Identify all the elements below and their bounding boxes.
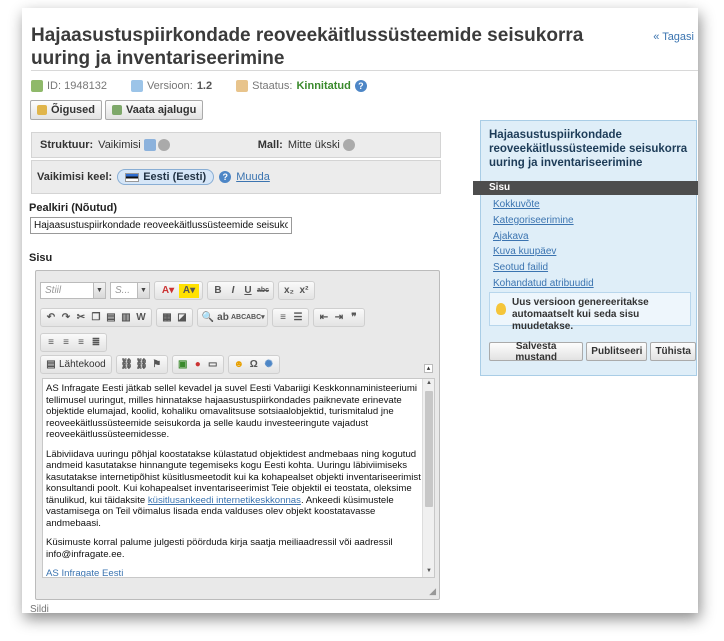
style-placeholder: Stiil (45, 285, 62, 296)
undo-icon[interactable]: ↶ (46, 311, 56, 323)
save-draft-button[interactable]: Salvesta mustand (489, 342, 583, 361)
underline-icon[interactable]: U (244, 284, 252, 296)
versions-icon (131, 80, 143, 92)
language-label: Vaikimisi keel: (37, 171, 113, 183)
publish-button[interactable]: Publitseeri (586, 342, 647, 361)
content-edit-page (22, 8, 698, 613)
id-text: ID: 1948132 (47, 80, 107, 92)
editor-content-area[interactable] (42, 378, 435, 578)
version-note (489, 292, 691, 332)
align-left-icon[interactable]: ≡ (48, 336, 54, 348)
source-icon: ▤ (46, 358, 56, 370)
source-group (40, 355, 112, 374)
sidebar-item-display-date[interactable]: Kuva kuupäev (493, 246, 557, 258)
structure-label: Struktuur: (40, 139, 94, 151)
replace-icon[interactable]: ab (217, 311, 229, 323)
sidebar-item-categorization[interactable]: Kategoriseerimine (493, 214, 574, 226)
edit-icon[interactable] (144, 139, 156, 151)
headline-label: Pealkiri (Nõutud) (29, 202, 118, 214)
history-label: Vaata ajalugu (126, 104, 197, 116)
spellcheck-menu-icon[interactable]: ABC▾ (246, 313, 265, 321)
change-language-link[interactable]: Muuda (236, 171, 270, 183)
editor-toolbar-row-3 (40, 333, 107, 352)
tags-label-cut: Sildi (30, 604, 49, 613)
estonian-flag-icon (125, 173, 139, 182)
content-label: Sisu (29, 252, 53, 264)
table-group (156, 308, 193, 327)
scrollbar-thumb[interactable] (425, 391, 433, 507)
indent-icon[interactable]: ⇥ (334, 311, 344, 323)
vertical-scrollbar[interactable] (422, 379, 434, 578)
version-value: 1.2 (196, 80, 213, 92)
back-link[interactable]: « Tagasi (653, 31, 694, 43)
language-value: Eesti (Eesti) (143, 171, 207, 183)
chevron-down-icon: ▼ (137, 283, 149, 298)
list-group (272, 308, 309, 327)
background-color-icon[interactable]: A▾ (179, 284, 199, 298)
script-group (278, 281, 315, 300)
questionnaire-link[interactable]: küsitlusankeedi internetikeskkonnas (147, 494, 301, 506)
bullet-list-icon[interactable]: ☰ (293, 311, 303, 323)
history-icon (112, 105, 122, 115)
version-info (131, 80, 212, 92)
page-title: Hajaasustuspiirkondade reoveekäitlussüsteemide seisukorra uuring ja inventariseerimine (31, 25, 584, 69)
page-break-icon[interactable]: ✺ (264, 358, 273, 370)
horizontal-rule-icon[interactable]: ▭ (207, 358, 218, 370)
size-placeholder: S... (115, 285, 131, 296)
scroll-down-icon[interactable]: ▼ (426, 568, 432, 574)
sidebar-item-schedule[interactable]: Ajakava (493, 230, 529, 242)
paragraph (46, 449, 421, 530)
redo-icon[interactable]: ↷ (61, 311, 71, 323)
rights-label: Õigused (51, 104, 96, 116)
link-icon[interactable]: ⛓ (120, 358, 134, 370)
maximize-icon[interactable]: ▴ (424, 364, 433, 373)
paragraph (46, 568, 421, 578)
help-icon[interactable]: ? (355, 80, 367, 92)
template-label: Mall: (257, 139, 283, 151)
rich-text-editor (35, 270, 440, 600)
find-icon[interactable]: 🔍 (201, 311, 215, 323)
paste-word-icon[interactable]: W (136, 311, 146, 323)
align-center-icon[interactable]: ≡ (63, 336, 69, 348)
language-bar (31, 160, 441, 194)
subscript-icon[interactable]: x₂ (283, 284, 294, 296)
numbered-list-icon[interactable]: ≡ (280, 311, 286, 323)
structure-bar (31, 132, 441, 158)
size-select[interactable] (110, 282, 150, 299)
gear-icon[interactable] (158, 139, 170, 151)
company-link[interactable]: AS Infragate Eesti (46, 568, 124, 578)
sidebar-actions (489, 342, 696, 361)
special-group (228, 355, 280, 374)
cancel-button[interactable]: Tühista (650, 342, 696, 361)
sidebar-item-summary[interactable]: Kokkuvõte (493, 199, 540, 210)
help-icon[interactable]: ? (219, 171, 231, 183)
find-group (197, 308, 268, 327)
align-right-icon[interactable]: ≡ (78, 336, 84, 348)
image-icon[interactable]: ▣ (177, 358, 188, 370)
language-selector[interactable] (117, 169, 214, 185)
status-icon (236, 80, 248, 92)
bold-icon[interactable]: B (214, 284, 222, 296)
gear-icon[interactable] (343, 139, 355, 151)
paragraph: Küsimuste korral palume julgesti pöörduda kirja saatja meiliaadressil või aadressil info@infragate.ee. (46, 537, 393, 560)
italic-icon[interactable]: I (231, 284, 235, 296)
document-icon (31, 80, 43, 92)
edit-group (40, 308, 152, 327)
format-group (207, 281, 274, 300)
paste-icon[interactable]: ▤ (106, 311, 116, 323)
superscript-icon[interactable]: x² (299, 284, 309, 296)
link-group (116, 355, 168, 374)
title-divider (31, 70, 698, 71)
version-label: Versioon: (146, 80, 193, 92)
headline-input[interactable] (30, 217, 292, 234)
source-button[interactable]: Lähtekood (59, 359, 106, 370)
template-value: Mitte ükski (287, 139, 340, 151)
status-info (236, 80, 367, 92)
align-group (40, 333, 107, 352)
copy-icon[interactable]: ❐ (91, 311, 101, 323)
editor-text (46, 383, 421, 578)
paragraph-text: . Ankeedi küsimustele vastamisega on Teil võimalus lisada enda valduses olev objekt koostatavasse andmebaasi. (46, 494, 394, 529)
paragraph-text: Läbiviidava uuringu põhjal koostatakse külastatud objektidest andmebaas ning kogutud andmeid kasutatakse hinnangute tegemiseks kogu Eesti kohta. Uuringu läbiviimiseks kasutatakse internetipõhist küsitlusmeetodit kui ka kohapealset objekti inventariseerimist konsultandi poolt. Kui kohapealset inventariseerimist Teie objektil ei teostata, oleksime tänulikud, kui täidaksite (46, 448, 421, 506)
resize-handle-icon[interactable]: ◢ (429, 586, 436, 596)
sidebar-title: Hajaasustuspiirkondade reoveekäitlussüsteemide seisukorra uuring ja inventariseerimine (489, 129, 688, 169)
id-info (31, 80, 107, 92)
paragraph: AS Infragate Eesti jätkab sellel kevadel ja suvel Eesti Vabariigi Keskkonnaministeeriumi tellimusel uuringut, milles hinnatakse hajaasustuspiirkondades paiknevate erinevate objektide elumajad, koolid, kohaliku omavalitsuse sotsiaalobjektid, turismitalud jne reoveekäitlussüsteemide seisukorda ja selle kaudu investeeringute vajadust reoveekäitlussüsteemidesse. (46, 383, 417, 440)
chevron-down-icon: ▼ (93, 283, 105, 298)
eraser-icon[interactable]: ◪ (177, 311, 187, 323)
status-label: Staatus: (252, 80, 293, 92)
blockquote-icon[interactable]: ❞ (351, 311, 357, 323)
meta-info (31, 80, 367, 92)
sidebar-links (493, 197, 594, 292)
page-actions (30, 100, 203, 120)
style-select[interactable] (40, 282, 106, 299)
scroll-up-icon[interactable]: ▲ (426, 380, 432, 386)
rights-button[interactable] (30, 100, 102, 120)
view-history-button[interactable] (105, 100, 203, 120)
indent-group (313, 308, 365, 327)
editor-toolbar-row-4 (40, 355, 280, 374)
spellcheck-icon[interactable]: ABC (231, 313, 247, 321)
sidebar-panel (480, 120, 697, 376)
cut-icon[interactable]: ✂ (76, 311, 86, 323)
status-value: Kinnitatud (296, 80, 351, 92)
structure-value: Vaikimisi (98, 139, 141, 151)
editor-toolbar-row-1 (40, 281, 315, 300)
editor-toolbar-row-2 (40, 308, 365, 327)
anchor-flag-icon[interactable]: ⚑ (152, 358, 162, 370)
sidebar-item-related-files[interactable]: Seotud failid (493, 262, 549, 274)
sidebar-item-content[interactable]: Sisu (473, 181, 698, 195)
paste-text-icon[interactable]: ▥ (121, 311, 131, 323)
insert-group (172, 355, 224, 374)
strikethrough-icon[interactable]: abc (256, 286, 270, 294)
flash-icon[interactable]: ● (194, 358, 201, 370)
text-color-icon[interactable]: A▾ (161, 284, 175, 296)
align-justify-icon[interactable]: ≣ (91, 336, 101, 348)
smiley-icon[interactable]: ☻ (233, 358, 244, 370)
lightbulb-icon (496, 303, 506, 315)
outdent-icon[interactable]: ⇤ (319, 311, 329, 323)
color-group (154, 281, 203, 300)
unlink-icon[interactable]: ⛓ (135, 358, 149, 370)
special-char-icon[interactable]: Ω (249, 358, 258, 370)
key-icon (37, 105, 47, 115)
table-icon[interactable]: ▦ (162, 311, 172, 323)
version-note-text: Uus versioon genereeritakse automaatselt kui seda sisu muudetakse. (512, 297, 649, 332)
sidebar-item-custom-attributes[interactable]: Kohandatud atribuudid (493, 277, 594, 289)
